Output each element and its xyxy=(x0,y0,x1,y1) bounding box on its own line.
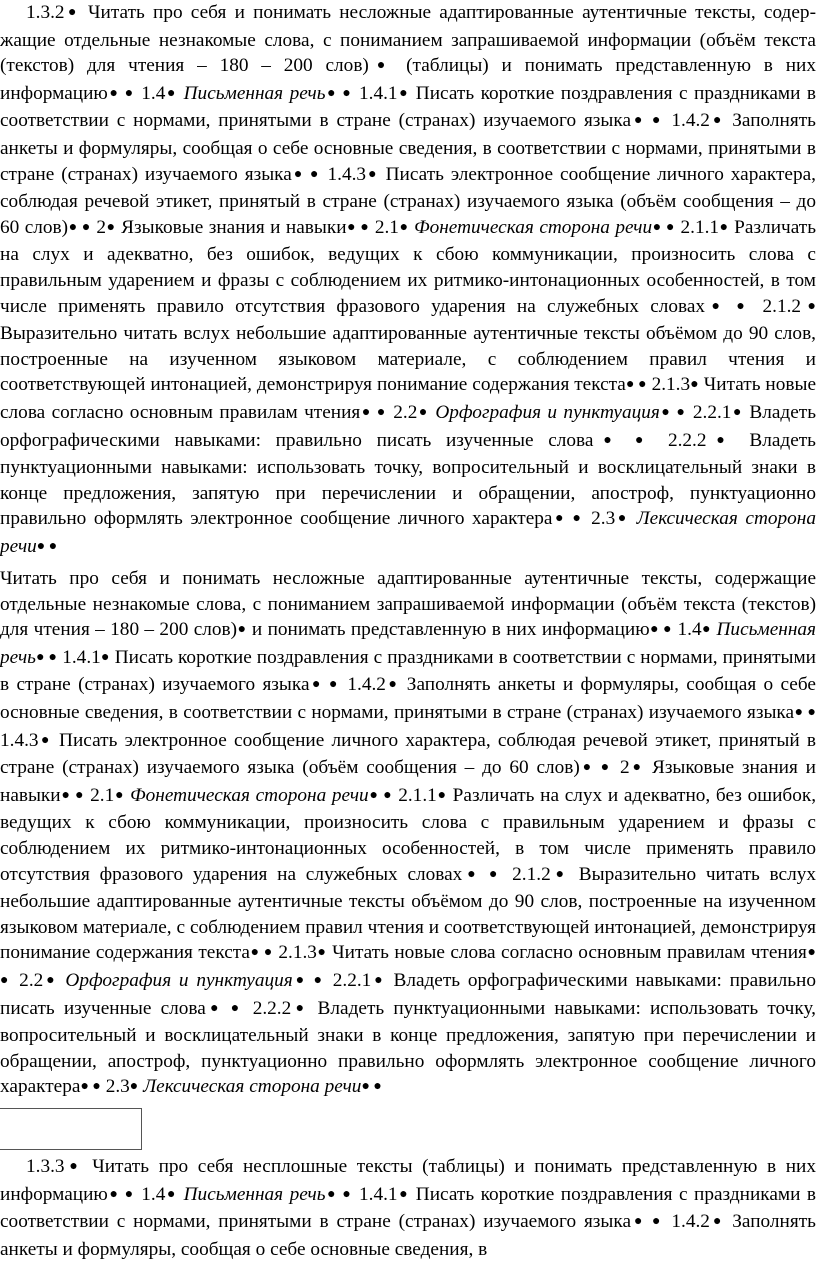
bullet-marker: ● ● xyxy=(361,1079,382,1095)
text-run: Различать на слух и адекватно, без ошибок, ведущих к сбою коммуникации, произносить слова с правильным ударением и фразы с соблюдением их ритмико-интонационных особенностей, в том числе применять правило отсутствия фразового ударения на служебных словах xyxy=(0,784,816,885)
bullet-marker: ● ● xyxy=(107,1186,135,1202)
section-heading: Письменная речь xyxy=(0,619,816,668)
text-run: и понимать представленную в них информацию xyxy=(246,619,650,641)
bullet-marker: ● xyxy=(106,219,116,235)
bullet-marker: ● xyxy=(38,732,52,748)
bullet-marker: ● ● xyxy=(325,1186,353,1202)
text-run: Выразительно читать вслух небольшие адаптированные аутентичные тексты объёмом до 90 слов, построенные на изученном языковом материале, с соблюдением правил чтения и соответствующей интонацией, демонстрируя понимание содержания текста xyxy=(0,863,816,964)
text-run: Владеть орфографическими навыками: правильно писать изученные слова xyxy=(0,969,816,1019)
text-run: Заполнять анкеты и формуляры, сообщая о себе основные сведения, в соответствии с нормами, принятыми в стране (странах) изучаемого языка xyxy=(0,110,816,185)
bullet-marker: ● ● xyxy=(625,377,647,393)
section-heading: Фонетическая сторона речи xyxy=(130,784,369,806)
section-heading: Фонетическая сторона речи xyxy=(414,216,653,238)
bullet-marker: ● xyxy=(129,1079,139,1095)
text-run: Писать электронное сообщение личного характера, соблюдая речевой этикет, принятый в стране (странах) изучаемого языка (объём сообщения – до 60 слов) xyxy=(0,729,816,779)
bullet-marker: ● ● xyxy=(325,85,353,101)
text-run: Читать про себя и понимать несложные адаптированные аутентичные тексты, содержащие отдельные незнакомые слова, с пониманием запрашиваемой информации (объём текста (текстов) для чтения – 180 – 200 слов) xyxy=(0,2,816,77)
text-run: Читать про себя и понимать несложные адаптированные аутентичные тексты, содержащие отдельные незнакомые слова, с пониманием запрашиваемой информации (объём текста (текстов) для чтения – 180 – 200 слов) xyxy=(0,568,816,641)
paragraph-2 xyxy=(0,566,816,1102)
empty-frame xyxy=(0,1108,142,1150)
bullet-marker: ● xyxy=(719,219,729,235)
bullet-marker: ● ● xyxy=(652,219,676,235)
text-run: 2.2 xyxy=(11,969,44,991)
text-run: 1.4.1 xyxy=(57,646,101,668)
bullet-marker: ● xyxy=(237,622,247,638)
text-run: 1.4 xyxy=(134,1183,166,1205)
bullet-marker: ● ● xyxy=(631,1214,664,1230)
bullet-marker: ● ● xyxy=(659,404,687,420)
text-run: Владеть пунктуационными навыками: использовать точку, вопросительный и восклицательный знаки в конце предложения, запятую при перечислении и обращении, апостроф, пунктуационно правильно оформлять электронное сообщение личного характера xyxy=(0,429,816,530)
text-run: 2.1 xyxy=(84,784,115,806)
bullet-marker: ● ● xyxy=(360,404,387,420)
text-run: Владеть пунктуационными навыками: использовать точку, вопросительный и восклицательный знаки в конце предложения, запятую при перечислении и обращении, апостроф, пунктуационно правильно оформлять электронное сообщение личного характера xyxy=(0,997,816,1098)
text-run: 2.1.1 xyxy=(675,216,720,238)
text-run: Писать электронное сообщение личного характера, соблюдая речевой этикет, принятый в стране (странах) изучаемого языка (объём сообщения – до 60 слов) xyxy=(0,163,816,238)
bullet-marker: ● ● xyxy=(291,166,321,182)
text-run: 2.1.3 xyxy=(646,374,691,396)
text-run: 1.4.2 xyxy=(663,110,710,132)
bullet-marker: ● xyxy=(709,1214,725,1230)
text-run: 2.2.1 xyxy=(686,401,732,423)
bullet-marker: ● xyxy=(397,1186,410,1202)
bullet-marker: ● xyxy=(165,1186,178,1202)
text-run: 2.1.2 xyxy=(502,863,551,885)
bullet-marker: ● xyxy=(417,404,429,420)
text-run: Различать на слух и адекватно, без ошибок, ведущих к сбою коммуникации, произносить слова с правильным ударением и фразы с соблюдением их ритмико-интонационных особенностей, в том числе применять правило отсутствия фразового ударения на служебных словах xyxy=(0,216,816,317)
bullet-marker: ● xyxy=(436,787,447,803)
bullet-marker: ● ● xyxy=(368,787,393,803)
text-run: Заполнять анкеты и формуляры, сообщая о себе основные сведения, в xyxy=(0,1211,816,1260)
bullet-marker: ● xyxy=(731,404,743,420)
bullet-marker: ● ● xyxy=(250,945,273,961)
text-run: 2.3 xyxy=(100,1076,130,1098)
bullet-marker: ● ● xyxy=(309,677,341,693)
text-run: 1.4.3 xyxy=(320,163,367,185)
bullet-marker: ● xyxy=(43,972,58,988)
section-heading: Письменная речь xyxy=(183,82,326,104)
bullet-marker: ● xyxy=(368,58,394,74)
text-run: 1.4 xyxy=(672,619,702,641)
bullet-marker: ● ● xyxy=(292,972,325,988)
text-run: 1.4.2 xyxy=(663,1211,710,1233)
bullet-marker: ● xyxy=(397,85,410,101)
text-run: Выразительно читать вслух небольшие адаптированные аутентичные тексты объёмом до 90 слов, построенные на изученном языковом материале, с соблюдением правил чтения и соответствующей интонацией, демонстрируя понимание содержания текста xyxy=(0,323,816,396)
bullet-marker: ● ● xyxy=(705,298,752,314)
bullet-marker: ● xyxy=(64,5,80,20)
text-run: Языковые знания и навыки xyxy=(115,216,347,238)
bullet-marker: ● ● xyxy=(631,113,664,129)
text-run: 1.4.1 xyxy=(352,1183,398,1205)
text-run: Писать короткие поздравления с праздниками в соответствии с нормами, принятыми в стране (странах) изучаемого языка xyxy=(0,1183,816,1233)
bullet-marker: ● xyxy=(291,1000,309,1016)
bullet-marker: ● xyxy=(371,972,386,988)
text-run: Писать короткие поздравления с праздниками в соответствии с нормами, принятыми в стране (странах) изучаемого языка xyxy=(0,82,816,132)
bullet-marker: ● xyxy=(706,432,735,448)
bullet-marker: ● xyxy=(385,677,400,693)
bullet-marker: ● ● xyxy=(35,649,58,665)
bullet-marker: ● xyxy=(629,760,645,776)
text-run xyxy=(629,508,637,529)
section-heading: Орфография и пунктуация xyxy=(435,401,660,423)
text-run: 2.1.2 xyxy=(751,295,802,317)
bullet-marker: ● ● xyxy=(80,1079,101,1095)
text-run: Читать про себя несплошные тексты (таблицы) и понимать представленную в них информацию xyxy=(0,1156,816,1205)
text-run: Писать короткие поздравления с праздниками в соответствии с нормами, принятыми в стране (странах) изучаемого языка xyxy=(0,646,816,696)
bullet-marker: ● xyxy=(701,622,712,638)
bullet-marker: ● ● xyxy=(649,622,673,638)
bullet-marker: ● xyxy=(366,166,379,182)
paragraph-3 xyxy=(0,1154,816,1262)
bullet-marker: ● ● xyxy=(68,219,91,235)
bullet-marker: ● ● xyxy=(107,85,135,101)
bullet-marker: ● xyxy=(64,1159,83,1174)
bullet-marker: ● ● xyxy=(593,432,654,448)
text-run: Владеть орфографическими навыками: правильно писать изученные слова xyxy=(0,401,816,451)
text-run: 1.4 xyxy=(134,82,166,104)
bullet-marker: ● ● xyxy=(579,760,613,776)
bullet-marker: ● ● xyxy=(0,945,816,988)
bullet-marker: ● xyxy=(100,649,110,665)
bullet-marker: ● xyxy=(690,377,699,393)
bullet-marker: ● xyxy=(615,511,630,527)
text-run: 2 xyxy=(612,757,630,779)
bullet-marker: ● xyxy=(316,945,327,961)
text-run: 2.1 xyxy=(369,216,399,238)
text-run: 2.2.2 xyxy=(243,997,292,1019)
text-run: 2.3 xyxy=(583,508,616,530)
text-run: 2.1.3 xyxy=(272,942,317,964)
bullet-marker: ● xyxy=(550,866,570,882)
text-run: 1.4.1 xyxy=(352,82,398,104)
text-run: 1.4.2 xyxy=(340,674,386,696)
bullet-marker: ● ● xyxy=(205,1000,244,1016)
text-run: 2.2 xyxy=(386,401,418,423)
text-run: Читать новые слова согласно основным правилам чтения xyxy=(0,374,816,423)
text-run: 1.3.2 xyxy=(26,2,65,23)
bullet-marker: ● xyxy=(801,298,816,314)
bullet-marker: ● xyxy=(165,85,178,101)
text-run: 2.2.1 xyxy=(324,969,372,991)
bullet-marker: ● ● xyxy=(36,538,58,554)
section-heading: Письменная речь xyxy=(183,1183,326,1205)
bullet-marker: ● ● xyxy=(462,866,503,882)
text-run: (таблицы) и понимать представленную в них информацию xyxy=(0,55,816,104)
text-run: 2 xyxy=(90,216,107,238)
text-run: Языковые знания и навыки xyxy=(0,757,816,806)
text-run: Заполнять анкеты и формуляры, сообщая о себе основные сведения, в соответствии с нормами, принятыми в стране (странах) изучаемого языка xyxy=(0,674,816,723)
text-run: Читать новые слова согласно основным правилам чтения xyxy=(326,942,807,964)
section-heading: Лексическая сторона речи xyxy=(0,508,816,557)
text-run: 2.2.2 xyxy=(653,429,707,451)
bullet-marker: ● ● xyxy=(794,704,816,720)
bullet-marker: ● ● xyxy=(552,511,584,527)
bullet-marker: ● xyxy=(709,113,725,129)
text-run: 1.4.3 xyxy=(0,729,39,751)
bullet-marker: ● ● xyxy=(346,219,370,235)
paragraph-1 xyxy=(0,0,816,561)
section-heading: Орфография и пунктуация xyxy=(65,969,293,991)
text-run: 1.3.3 xyxy=(26,1156,65,1177)
bullet-marker: ● xyxy=(114,787,125,803)
bullet-marker: ● ● xyxy=(60,787,85,803)
section-heading: Лексическая сторона речи xyxy=(143,1076,362,1098)
bullet-marker: ● xyxy=(398,219,409,235)
text-run: 2.1.1 xyxy=(392,784,437,806)
